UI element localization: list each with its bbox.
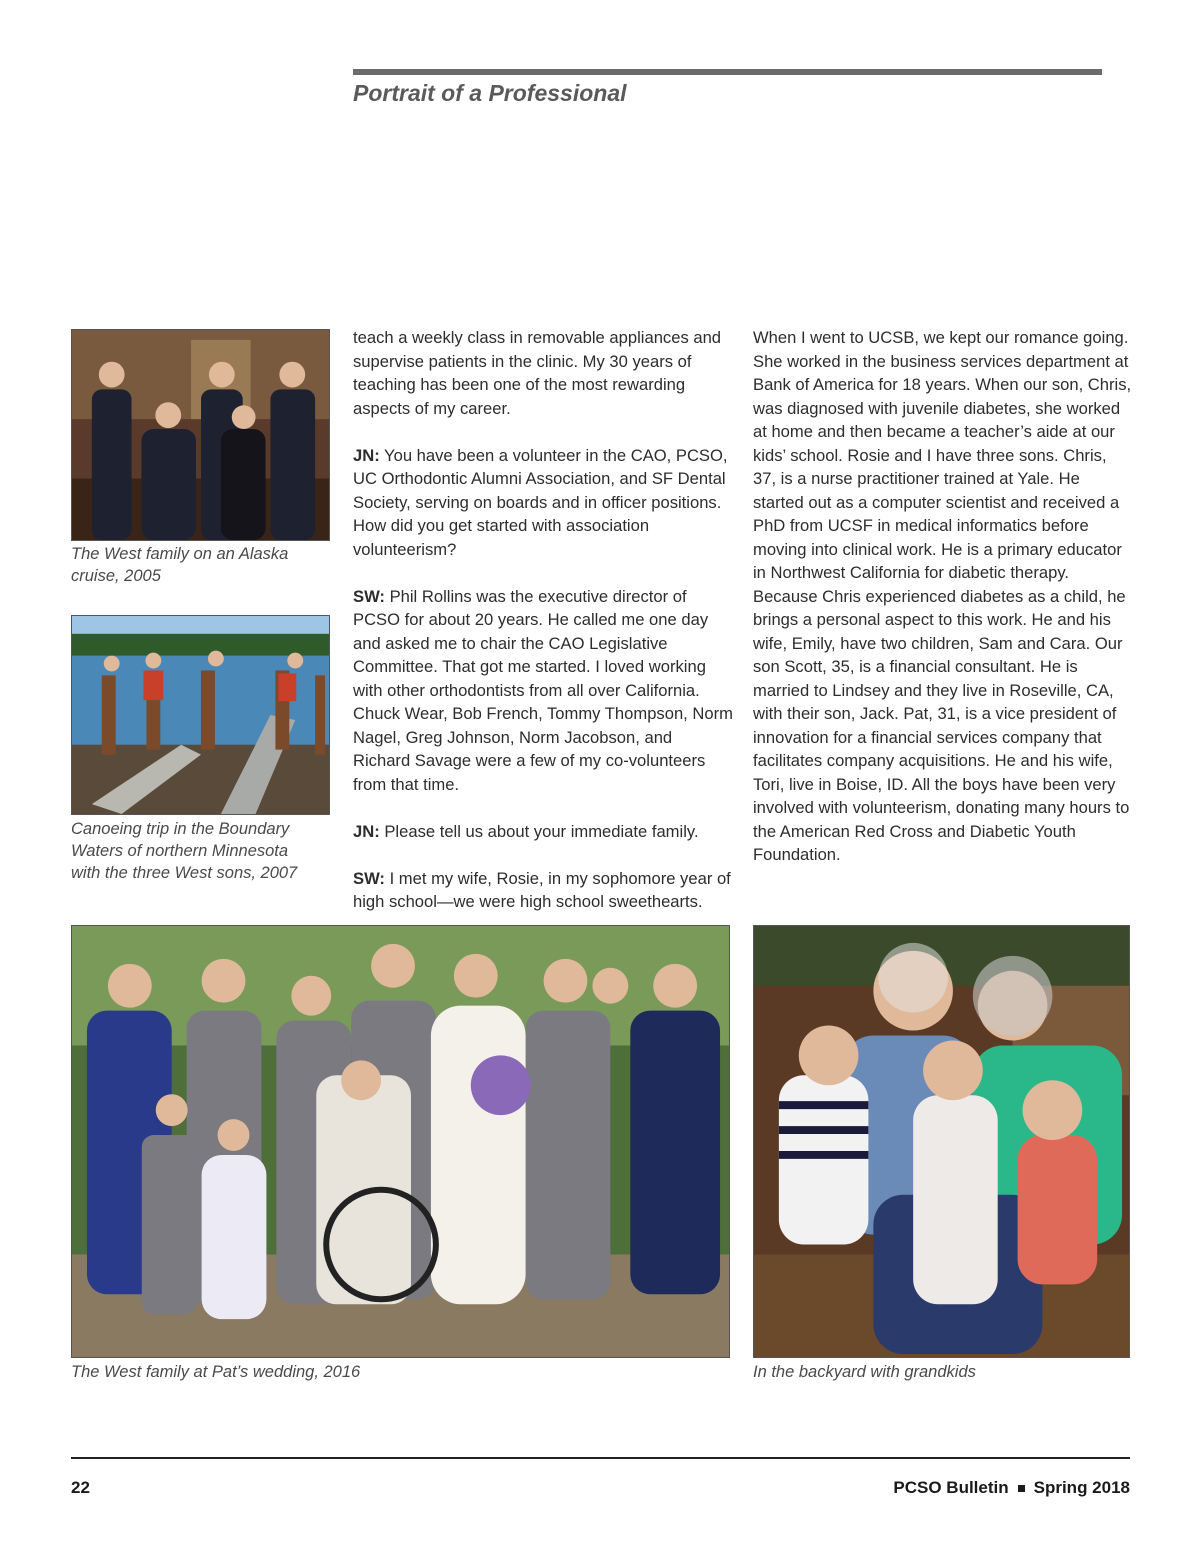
canoe-trip-photo bbox=[71, 615, 330, 815]
alaska-photo-caption: The West family on an Alaska cruise, 2005 bbox=[71, 545, 289, 585]
publication-name: PCSO Bulletin bbox=[893, 1478, 1009, 1497]
alaska-cruise-photo bbox=[71, 329, 330, 541]
backyard-photo bbox=[753, 925, 1130, 1358]
wedding-photo-caption: The West family at Pat’s wedding, 2016 bbox=[71, 1363, 361, 1381]
speaker-label: JN: bbox=[353, 445, 380, 465]
backyard-photo-caption: In the backyard with grandkids bbox=[753, 1363, 976, 1381]
answer-text: I met my wife, Rosie, in my sophomore year of high school—we were high school sweethearts. bbox=[353, 868, 731, 911]
article-column-2 bbox=[753, 326, 1133, 890]
question-text: Please tell us about your immediate family. bbox=[379, 821, 699, 841]
article-paragraph: When I went to UCSB, we kept our romance going. She worked in the business services department at Bank of America for 18 years. When our son, Chris, was diagnosed with juvenile diabetes, she worked at home and then became a teacher’s aide at our kids’ school. Rosie and I have three sons. Chris, 37, is a nurse practitioner trained at Yale. He started out as a computer scientist and received a PhD from UCSF in medical informatics before moving into clinical work. He is a primary educator in Northwest California for diabetic therapy. Because Chris experienced diabetes as a child, he brings a personal aspect to this work. He and his wife, Emily, have two children, Sam and Cara. Our son Scott, 35, is a financial consultant. He is married to Lindsey and they live in Roseville, CA, with their son, Jack. Pat, 31, is a vice president of innovation for a financial services company that facilitates company acquisitions. He and his wife, Tori, live in Boise, ID. All the boys have been very involved with volunteerism, donating many hours to the American Red Cross and Diabetic Youth Foundation. bbox=[753, 328, 1132, 864]
footer-rule bbox=[71, 1457, 1130, 1459]
section-title: Portrait of a Professional bbox=[353, 80, 627, 106]
question-text: You have been a volunteer in the CAO, PCSO, UC Orthodontic Alumni Association, and SF Dental Society, serving on boards and in officer positions. How did you get started with association volunteerism? bbox=[353, 445, 728, 559]
publication-info bbox=[893, 1478, 1130, 1498]
interview-question bbox=[353, 444, 733, 562]
issue-label: Spring 2018 bbox=[1033, 1478, 1130, 1497]
article-paragraph: teach a weekly class in removable appliances and supervise patients in the clinic. My 30 years of teaching has been one of the most rewarding aspects of my career. bbox=[353, 328, 722, 418]
canoe-photo-caption: Canoeing trip in the Boundary Waters of northern Minnesota with the three West sons, 2007 bbox=[71, 820, 298, 882]
interview-answer bbox=[353, 867, 733, 914]
separator-square-icon bbox=[1018, 1485, 1025, 1492]
speaker-label: JN: bbox=[353, 821, 380, 841]
interview-question bbox=[353, 820, 733, 844]
answer-text: Phil Rollins was the executive director of PCSO for about 20 years. He called me one day and asked me to chair the CAO Legislative Committee. That got me started. I loved working with other orthodontists from all over California. Chuck Wear, Bob French, Tommy Thompson, Norm Nagel, Greg Johnson, Norm Jacobson, and Richard Savage were a few of my co-volunteers from that time. bbox=[353, 586, 733, 794]
page-number: 22 bbox=[71, 1478, 90, 1497]
wedding-photo bbox=[71, 925, 730, 1358]
header-rule bbox=[353, 69, 1102, 75]
interview-answer bbox=[353, 585, 733, 797]
speaker-label: SW: bbox=[353, 586, 385, 606]
article-column-1 bbox=[353, 326, 733, 937]
speaker-label: SW: bbox=[353, 868, 385, 888]
